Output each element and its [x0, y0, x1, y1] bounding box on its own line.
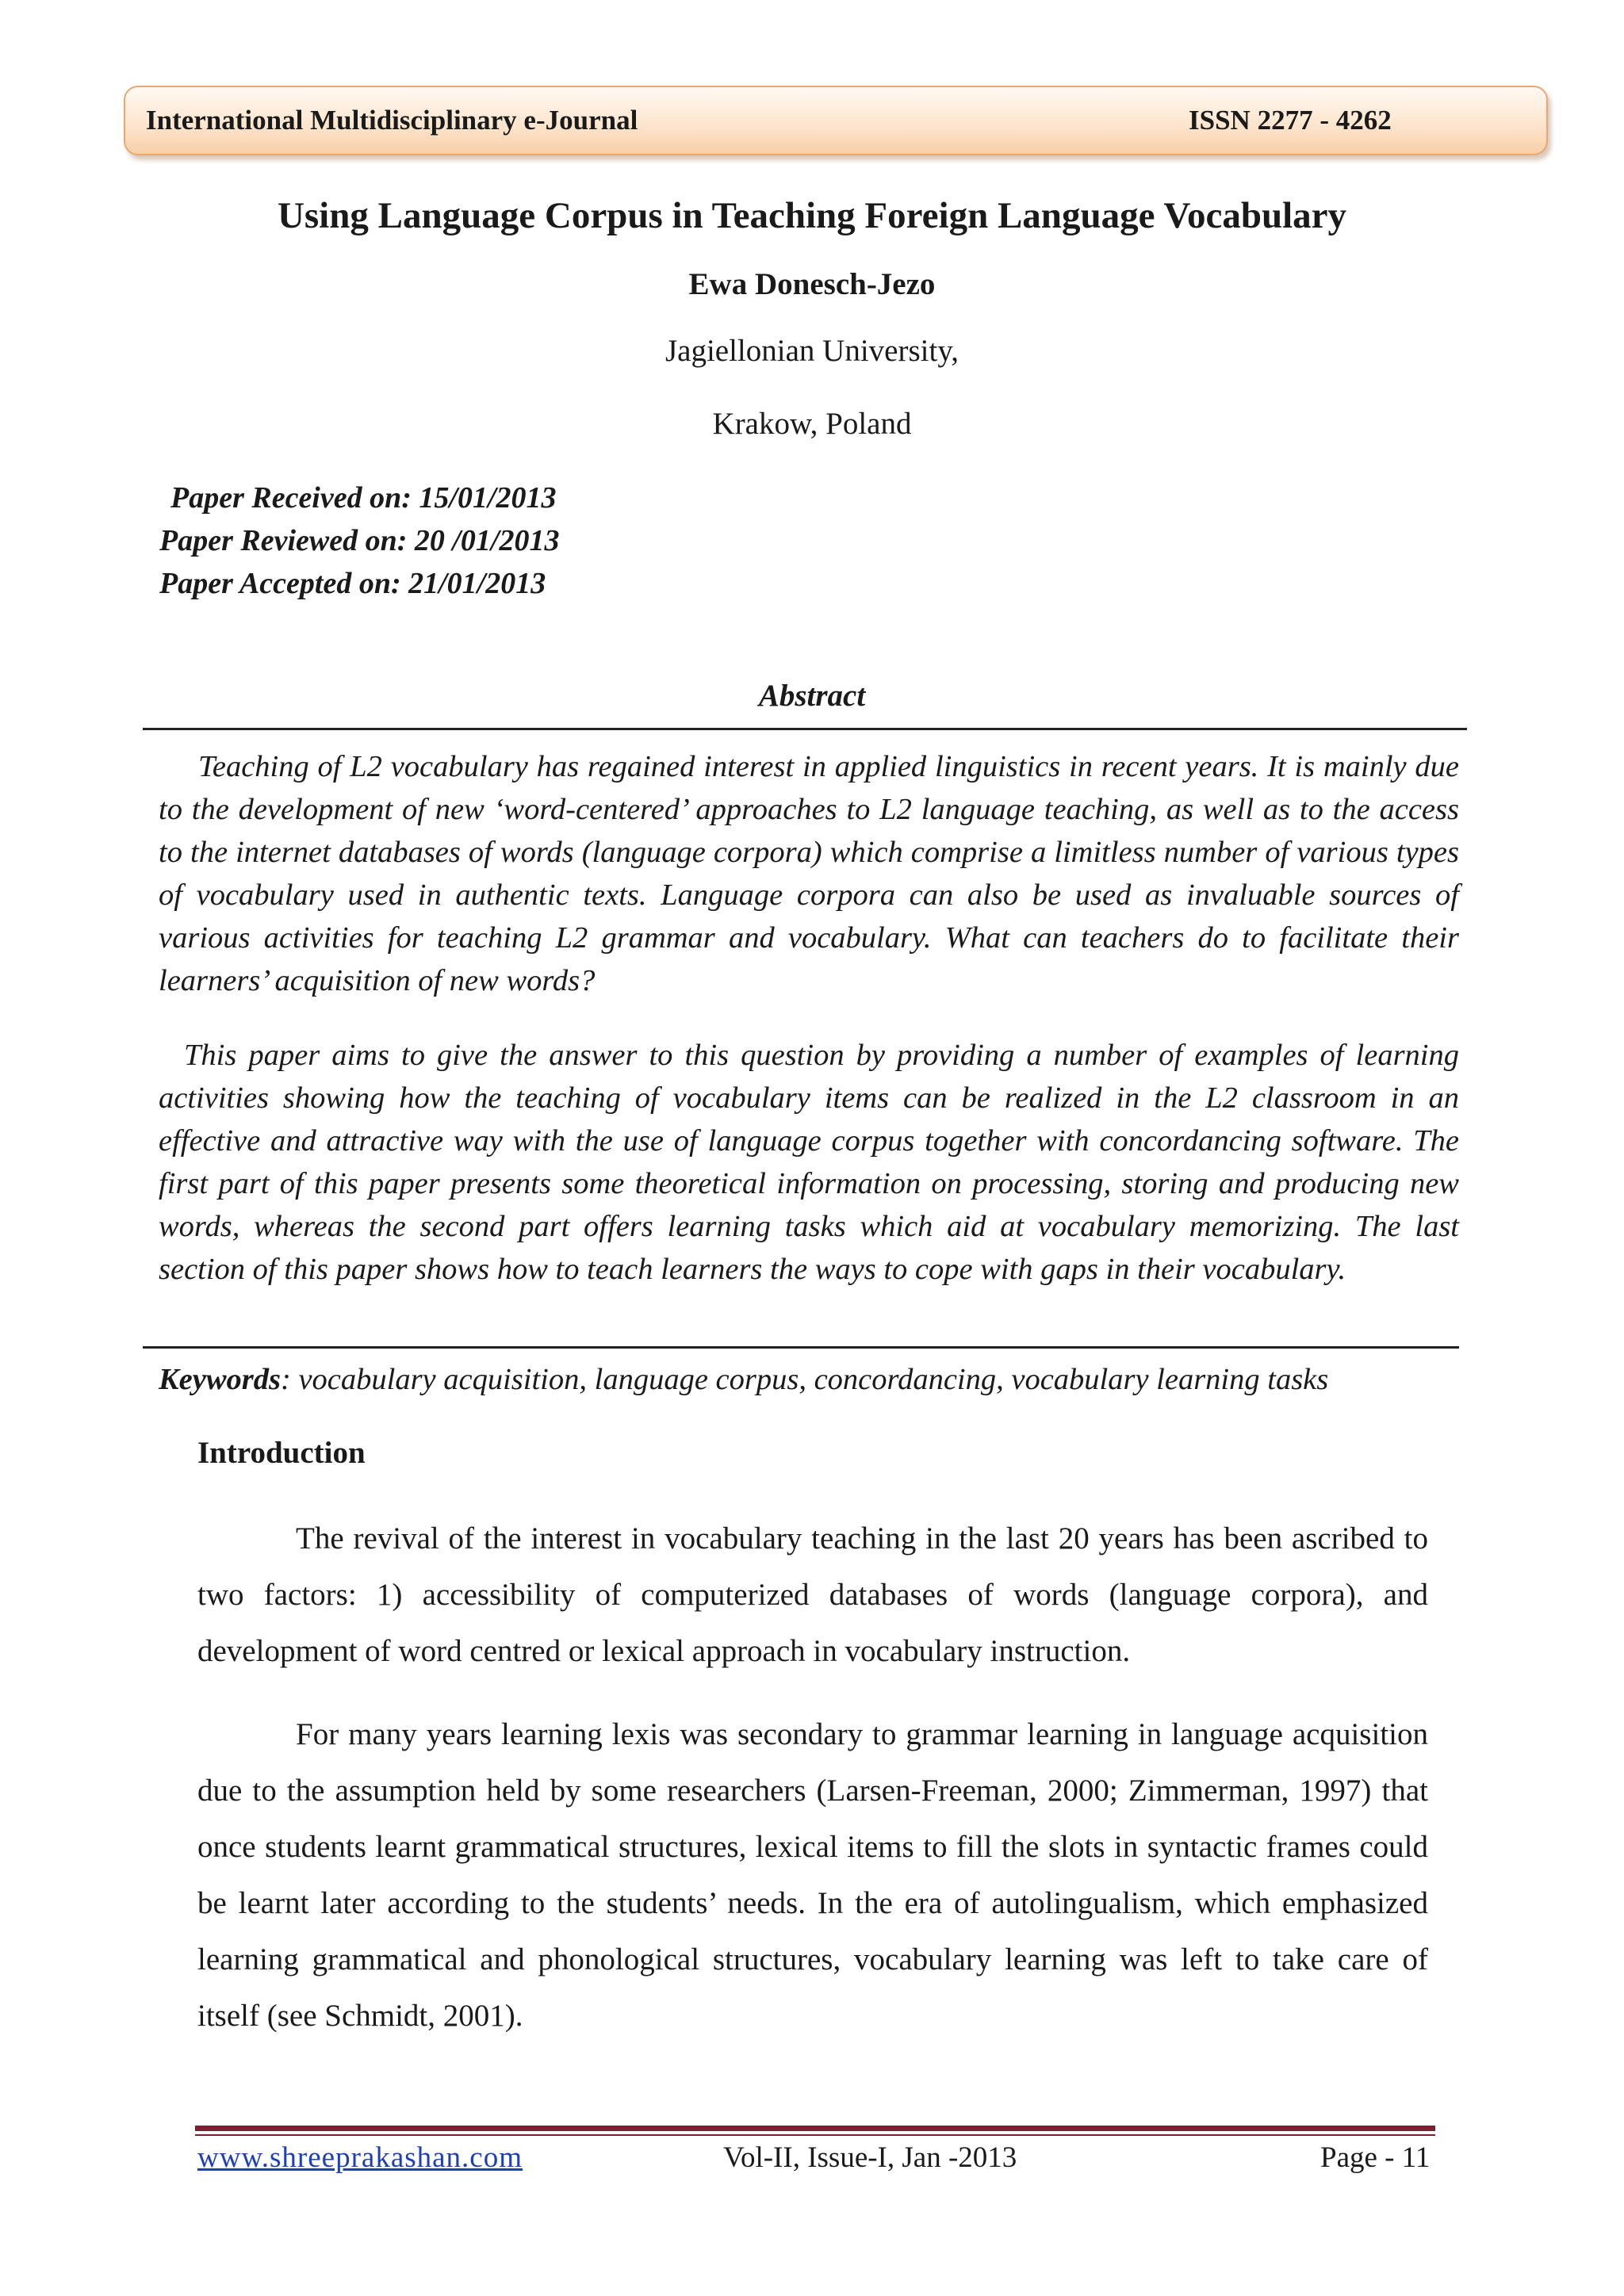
abstract-paragraph-2: This paper aims to give the answer to this question by providing a number of examples of learning activities showing how the teaching of vocabulary items can be realized in the L2 classroom in an effective and attractive way with the use of language corpus together with concordancing software. The first part of this paper presents some theoretical information on processing, storing and producing new words, whereas the second part offers learning tasks which aid at vocabulary memorizing. The last section of this paper shows how to teach learners the ways to cope with gaps in their vocabulary.	[159, 1039, 1459, 1286]
abstract-top-rule	[143, 728, 1467, 730]
footer-page-number: Page - 11	[1320, 2141, 1431, 2174]
author-name: Ewa Donesch-Jezo	[688, 267, 936, 301]
date-accepted: Paper Accepted on: 21/01/2013	[159, 567, 546, 600]
paper-title: Using Language Corpus in Teaching Foreign Language Vocabulary	[277, 195, 1347, 236]
introduction-heading: Introduction	[197, 1436, 366, 1470]
footer-rule	[195, 2126, 1435, 2131]
abstract-bottom-rule	[143, 1346, 1459, 1349]
abstract-heading: Abstract	[758, 679, 866, 713]
paper-dates	[159, 476, 559, 605]
affiliation-university: Jagiellonian University,	[665, 334, 959, 368]
footer-volume: Vol-II, Issue-I, Jan -2013	[723, 2141, 1017, 2174]
journal-header-banner	[124, 86, 1548, 155]
keywords-line	[159, 1362, 1328, 1397]
journal-issn: ISSN 2277 - 4262	[1189, 105, 1392, 136]
introduction-paragraph-2: For many years learning lexis was secondary to grammar learning in language acquisition due to the assumption held by some researchers (Larsen-Freeman, 2000; Zimmerman, 1997) that once students learnt grammatical structures, lexical items to fill the slots in syntactic frames could be learnt later according to the students’ needs. In the era of autolingualism, which emphasized learning grammatical and phonological structures, vocabulary learning was left to take care of itself (see Schmidt, 2001).	[197, 1717, 1428, 2033]
introduction-paragraph-1: The revival of the interest in vocabulary teaching in the last 20 years has been ascribed to two factors: 1) accessibility of computerized databases of words (language corpora), and development of word centred or lexical approach in vocabulary instruction.	[197, 1521, 1428, 1668]
abstract-paragraph-1: Teaching of L2 vocabulary has regained interest in applied linguistics in recent years. It is mainly due to the development of new ‘word-centered’ approaches to L2 language teaching, as well as to the access to the internet databases of words (language corpora) which comprise a limitless number of various types of vocabulary used in authentic texts. Language corpora can also be used as invaluable sources of various activities for teaching L2 grammar and vocabulary. What can teachers do to facilitate their learners’ acquisition of new words?	[159, 750, 1459, 997]
footer-website-link[interactable]: www.shreeprakashan.com	[197, 2141, 523, 2174]
date-received: Paper Received on: 15/01/2013	[170, 481, 557, 515]
keywords-label: Keywords	[159, 1363, 281, 1396]
keywords-text: : vocabulary acquisition, language corpus, concordancing, vocabulary learning tasks	[281, 1363, 1329, 1396]
affiliation-location: Krakow, Poland	[712, 407, 912, 441]
journal-name: International Multidisciplinary e-Journal	[146, 105, 638, 136]
date-reviewed: Paper Reviewed on: 20 /01/2013	[159, 524, 560, 557]
footer-rule-thin	[195, 2134, 1435, 2136]
